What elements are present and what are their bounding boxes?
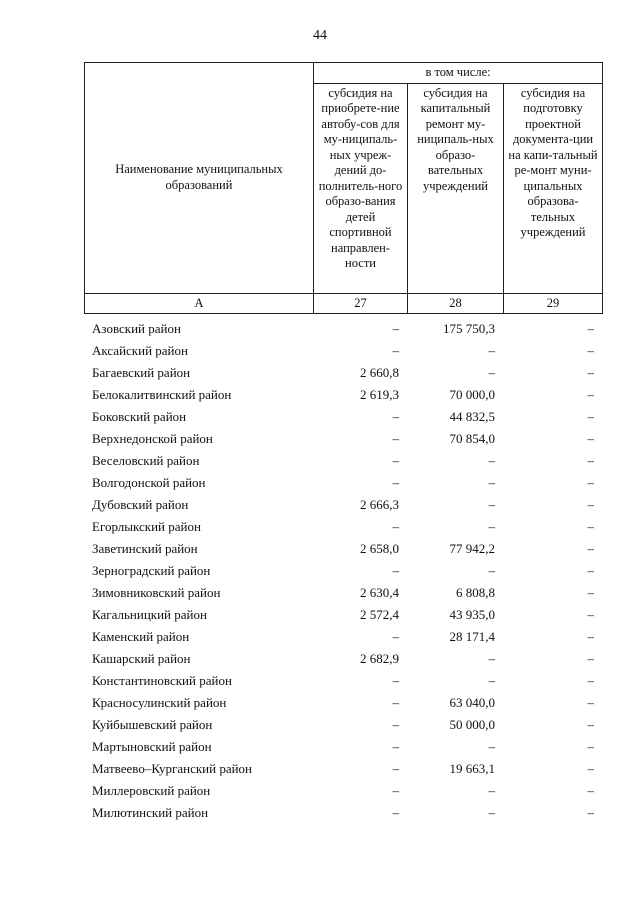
value-col-28: – (488, 563, 495, 578)
table-header (84, 62, 603, 314)
district-name: Аксайский район (92, 343, 188, 358)
table-row (84, 648, 602, 670)
value-col-27: 2 658,0 (360, 541, 399, 556)
header-col-29: субсидия на подготовку проектной документа-ции на капи-тальный ре-монт муни-ципальных образова-тельных учреждений (504, 83, 603, 293)
value-col-28: – (488, 805, 495, 820)
district-name: Зерноградский район (92, 563, 211, 578)
value-col-29: – (587, 365, 594, 380)
value-col-28: 63 040,0 (449, 695, 495, 710)
table-row (84, 318, 602, 340)
district-name: Заветинский район (92, 541, 198, 556)
index-cell-27: 27 (314, 293, 408, 314)
value-col-27: – (392, 321, 399, 336)
header-col-28: субсидия на капитальный ремонт му-ниципаль-ных образо-вательных учреждений (408, 83, 504, 293)
value-col-28: 50 000,0 (449, 717, 495, 732)
value-col-27: 2 630,4 (360, 585, 399, 600)
index-cell-a: А (85, 293, 314, 314)
value-col-27: – (392, 519, 399, 534)
value-col-27: – (392, 629, 399, 644)
value-col-29: – (587, 563, 594, 578)
value-col-27: – (392, 783, 399, 798)
district-name: Кашарский район (92, 651, 191, 666)
value-col-29: – (587, 453, 594, 468)
value-col-29: – (587, 321, 594, 336)
district-name: Милютинский район (92, 805, 209, 820)
value-col-27: – (392, 563, 399, 578)
table-row (84, 802, 602, 824)
value-col-27: – (392, 717, 399, 732)
value-col-28: – (488, 519, 495, 534)
value-col-27: 2 666,3 (360, 497, 399, 512)
value-col-29: – (587, 409, 594, 424)
value-col-27: – (392, 475, 399, 490)
district-name: Азовский район (92, 321, 181, 336)
district-name: Каменский район (92, 629, 190, 644)
value-col-28: 44 832,5 (449, 409, 495, 424)
district-name: Дубовский район (92, 497, 189, 512)
value-col-28: – (488, 365, 495, 380)
value-col-29: – (587, 343, 594, 358)
value-col-29: – (587, 695, 594, 710)
value-col-28: 70 000,0 (449, 387, 495, 402)
table-row (84, 604, 602, 626)
value-col-28: – (488, 783, 495, 798)
value-col-27: – (392, 409, 399, 424)
value-col-28: – (488, 497, 495, 512)
table-row (84, 670, 602, 692)
value-col-29: – (587, 607, 594, 622)
header-col-27: субсидия на приобрете-ние автобу-сов для му-ниципаль-ных учреж-дений до-полнитель-ного образо-вания детей спортивной направлен-ности (314, 83, 408, 293)
value-col-29: – (587, 673, 594, 688)
value-col-29: – (587, 783, 594, 798)
value-col-28: 28 171,4 (449, 629, 495, 644)
value-col-29: – (587, 651, 594, 666)
value-col-27: – (392, 343, 399, 358)
value-col-27: – (392, 805, 399, 820)
value-col-28: – (488, 673, 495, 688)
district-name: Боковский район (92, 409, 187, 424)
table-row (84, 692, 602, 714)
page-number: 44 (313, 28, 327, 43)
table-row (84, 428, 602, 450)
value-col-28: 6 808,8 (456, 585, 495, 600)
value-col-28: – (488, 651, 495, 666)
table-row (84, 560, 602, 582)
value-col-29: – (587, 805, 594, 820)
value-col-28: – (488, 475, 495, 490)
value-col-29: – (587, 541, 594, 556)
value-col-28: 19 663,1 (449, 761, 495, 776)
district-name: Мартыновский район (92, 739, 212, 754)
value-col-28: 77 942,2 (449, 541, 495, 556)
value-col-28: – (488, 739, 495, 754)
value-col-27: – (392, 673, 399, 688)
district-name: Верхнедонской район (92, 431, 213, 446)
district-name: Веселовский район (92, 453, 200, 468)
table-row (84, 780, 602, 802)
value-col-29: – (587, 761, 594, 776)
table-row (84, 626, 602, 648)
value-col-29: – (587, 629, 594, 644)
table-row (84, 538, 602, 560)
value-col-29: – (587, 431, 594, 446)
district-name: Куйбышевский район (92, 717, 213, 732)
table-row (84, 406, 602, 428)
value-col-27: – (392, 695, 399, 710)
table-row (84, 472, 602, 494)
header-name-column (85, 63, 314, 294)
value-col-29: – (587, 387, 594, 402)
value-col-27: – (392, 453, 399, 468)
district-name: Красносулинский район (92, 695, 227, 710)
index-cell-29: 29 (504, 293, 603, 314)
value-col-27: 2 619,3 (360, 387, 399, 402)
value-col-28: – (488, 453, 495, 468)
table-row (84, 340, 602, 362)
district-name: Волгодонской район (92, 475, 206, 490)
value-col-28: 70 854,0 (449, 431, 495, 446)
value-col-29: – (587, 739, 594, 754)
value-col-29: – (587, 475, 594, 490)
value-col-29: – (587, 585, 594, 600)
table-row (84, 362, 602, 384)
value-col-27: – (392, 431, 399, 446)
district-name: Белокалитвинский район (92, 387, 232, 402)
index-cell-28: 28 (408, 293, 504, 314)
table-row (84, 582, 602, 604)
table-row (84, 384, 602, 406)
value-col-27: – (392, 761, 399, 776)
table-row (84, 516, 602, 538)
table-row (84, 736, 602, 758)
value-col-29: – (587, 497, 594, 512)
value-col-29: – (587, 519, 594, 534)
value-col-28: – (488, 343, 495, 358)
value-col-27: 2 660,8 (360, 365, 399, 380)
district-name: Константиновский район (92, 673, 232, 688)
district-name: Матвеево–Курганский район (92, 761, 253, 776)
district-name: Кагальницкий район (92, 607, 207, 622)
district-name: Багаевский район (92, 365, 191, 380)
table-row (84, 450, 602, 472)
district-name: Зимовниковский район (92, 585, 221, 600)
value-col-28: 175 750,3 (443, 321, 495, 336)
header-name-label: Наименование муниципальных образований (115, 162, 283, 192)
table-row (84, 714, 602, 736)
value-col-27: 2 682,9 (360, 651, 399, 666)
district-name: Миллеровский район (92, 783, 211, 798)
table-row (84, 758, 602, 780)
table-row (84, 494, 602, 516)
table-body (84, 318, 602, 824)
value-col-27: – (392, 739, 399, 754)
value-col-27: 2 572,4 (360, 607, 399, 622)
value-col-29: – (587, 717, 594, 732)
value-col-28: 43 935,0 (449, 607, 495, 622)
district-name: Егорлыкский район (92, 519, 201, 534)
header-group: в том числе: (314, 63, 603, 84)
